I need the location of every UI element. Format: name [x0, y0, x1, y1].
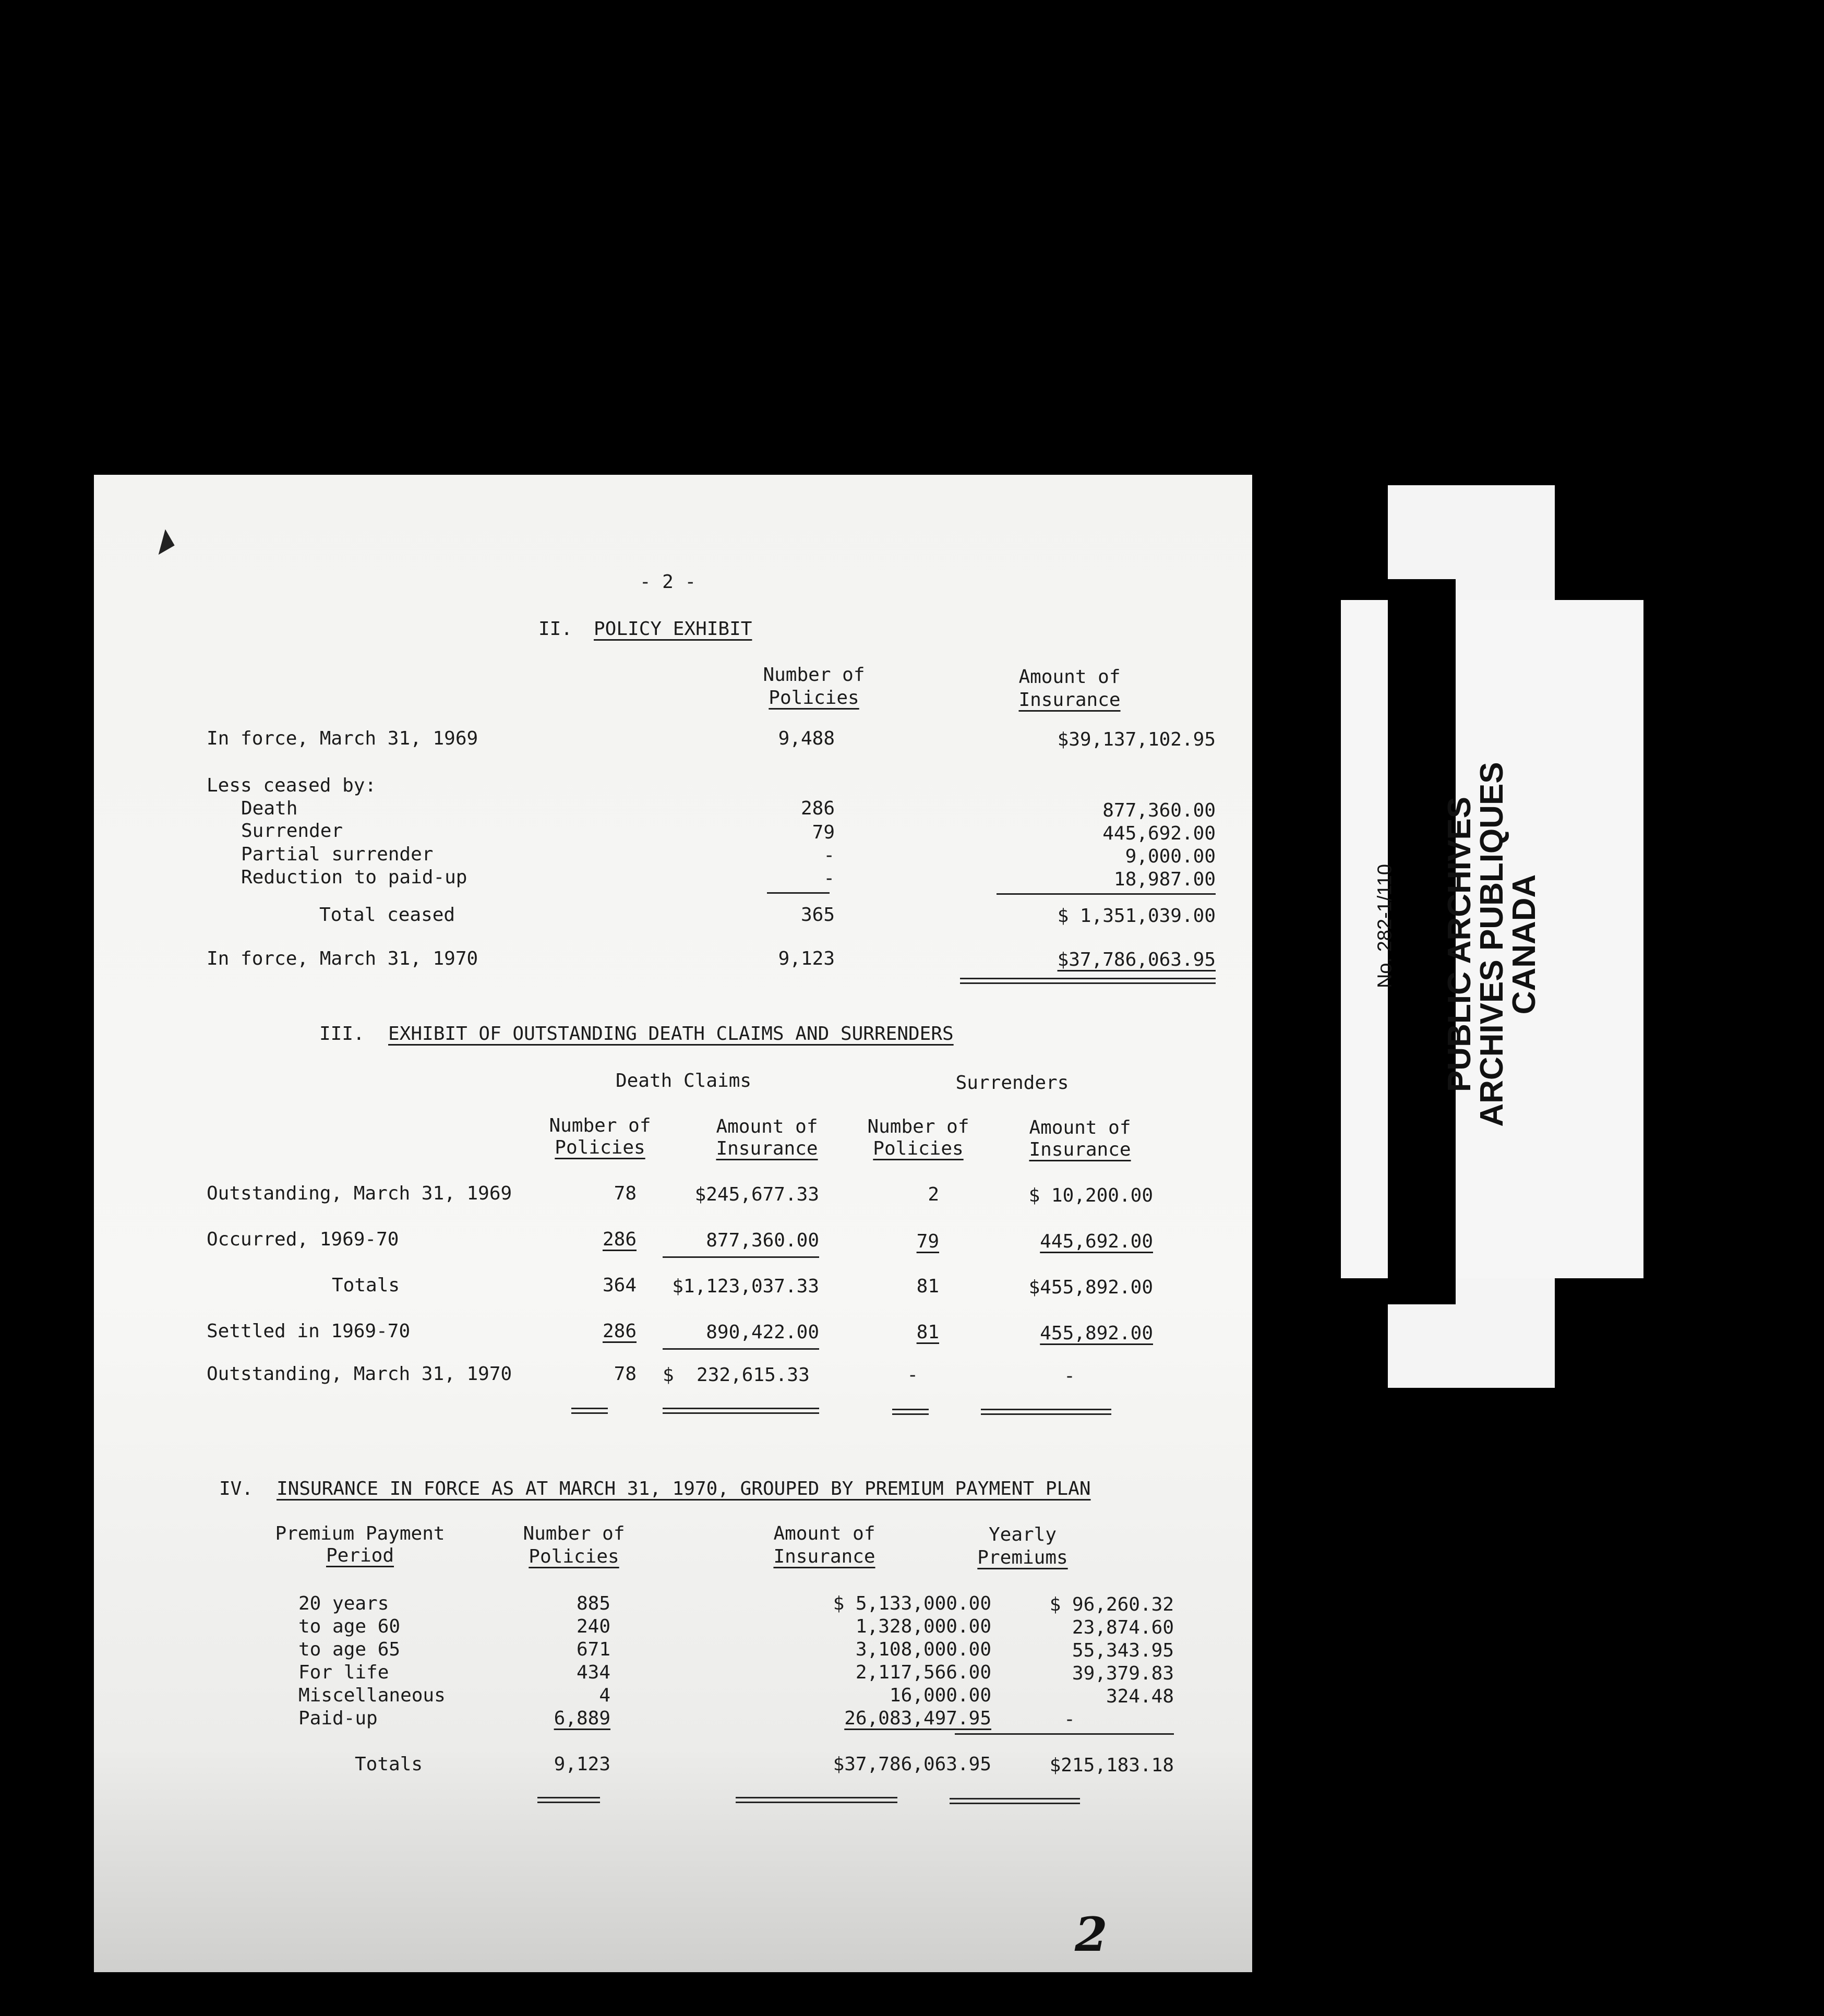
s2-inforce-1969-label: In force, March 31, 1969 — [207, 728, 478, 749]
s2-row-label: Partial surrender — [241, 844, 434, 865]
s4-col-policies-1: Number of — [523, 1523, 625, 1544]
s4-col-premiums-2: Premiums — [977, 1547, 1068, 1568]
s2-col-amount-1: Amount of — [1018, 666, 1121, 688]
s3-row-label: Totals — [332, 1275, 400, 1296]
s3-surr-policies-2: Policies — [873, 1138, 964, 1159]
ink-mark: ◢ — [143, 519, 178, 561]
archive-stamp — [1444, 762, 1541, 1126]
s4-col-period-2: Period — [326, 1545, 394, 1566]
s2-row-amount: 877,360.00 — [1102, 800, 1216, 821]
s2-final-double-rule — [960, 978, 1216, 984]
s3-surr-amount: 445,692.00 — [1040, 1231, 1153, 1252]
s3-double-rule — [981, 1409, 1111, 1415]
s3-surr-amount: $ 10,200.00 — [1028, 1185, 1153, 1206]
s3-surr-policies-1: Number of — [867, 1116, 969, 1137]
s2-inforce-1970-number: 9,123 — [778, 948, 835, 969]
s4-period: to age 65 — [298, 1639, 401, 1660]
s3-group-surrenders: Surrenders — [955, 1072, 1069, 1094]
s2-number-subtotal-rule — [767, 892, 830, 894]
s4-double-rule — [537, 1797, 600, 1803]
s4-number: 240 — [576, 1616, 610, 1637]
s3-surr-amount-1: Amount of — [1029, 1117, 1131, 1138]
section2-roman: II. — [538, 618, 573, 640]
s4-period: 20 years — [298, 1593, 389, 1614]
s2-col-amount-2: Insurance — [1018, 689, 1121, 711]
s4-period: Miscellaneous — [298, 1685, 446, 1706]
s4-number: 671 — [576, 1639, 610, 1660]
s2-row-label: Surrender — [241, 820, 343, 842]
s2-row-number: 286 — [800, 798, 835, 819]
s4-col-policies-2: Policies — [529, 1546, 619, 1567]
s3-double-rule — [663, 1408, 819, 1414]
section3-roman: III. — [319, 1023, 365, 1045]
s3-death-amount: $245,677.33 — [694, 1184, 819, 1205]
archive-reference-number: No. 282-1/110 — [1374, 863, 1396, 989]
section4-roman: IV. — [219, 1478, 254, 1499]
section3-title: EXHIBIT OF OUTSTANDING DEATH CLAIMS AND SURRENDERS — [388, 1023, 954, 1045]
s4-totals-amount: $37,786,063.95 — [833, 1754, 991, 1775]
s4-amount: 26,083,497.95 — [844, 1708, 991, 1729]
s4-amount: 1,328,000.00 — [855, 1616, 991, 1637]
s3-surr-number: 79 — [916, 1231, 939, 1252]
s3-death-policies-1: Number of — [549, 1115, 651, 1136]
s4-totals-label: Totals — [355, 1754, 423, 1775]
s2-inforce-1970-label: In force, March 31, 1970 — [207, 948, 478, 969]
s4-period: to age 60 — [298, 1616, 401, 1637]
s3-death-amount-2: Insurance — [716, 1138, 818, 1159]
s4-period: Paid-up — [298, 1708, 378, 1729]
s3-surr-amount-2: Insurance — [1029, 1139, 1131, 1160]
s3-death-number: 78 — [614, 1183, 637, 1204]
stamp-line-1: PUBLIC ARCHIVES — [1442, 796, 1478, 1093]
s3-double-rule — [892, 1409, 929, 1415]
s3-group-death: Death Claims — [615, 1070, 752, 1091]
s3-death-number: 364 — [602, 1275, 637, 1296]
s4-premium: - — [1064, 1709, 1075, 1730]
document-page — [94, 475, 1252, 1972]
s3-death-amount: 890,422.00 — [706, 1322, 819, 1343]
s3-surr-number: 81 — [916, 1276, 939, 1297]
s4-double-rule — [736, 1797, 897, 1803]
s4-premium-rule — [955, 1733, 1174, 1735]
s3-surr-number: - — [907, 1364, 918, 1386]
s3-death-amount: $ 232,615.33 — [663, 1364, 810, 1386]
s3-row-label: Settled in 1969-70 — [207, 1321, 411, 1342]
s2-row-amount: 9,000.00 — [1125, 846, 1216, 867]
page-number: - 2 - — [639, 571, 697, 593]
s4-amount: 2,117,566.00 — [855, 1662, 991, 1683]
s2-total-ceased-amount: $ 1,351,039.00 — [1057, 905, 1216, 927]
s2-amount-subtotal-rule — [997, 893, 1216, 895]
s4-number: 6,889 — [554, 1708, 610, 1729]
stamp-line-2: ARCHIVES PUBLIQUES — [1474, 762, 1510, 1127]
s3-death-number: 78 — [614, 1363, 637, 1385]
s4-premium: 324.48 — [1106, 1686, 1174, 1707]
s2-row-number: - — [823, 868, 835, 889]
s2-inforce-1969-amount: $39,137,102.95 — [1057, 729, 1216, 750]
s4-period: For life — [298, 1662, 389, 1683]
s2-row-amount: 445,692.00 — [1102, 823, 1216, 844]
s3-row-label: Outstanding, March 31, 1969 — [207, 1183, 512, 1204]
section2-title: POLICY EXHIBIT — [594, 618, 752, 640]
s3-death-amount-1: Amount of — [716, 1116, 818, 1137]
stamp-line-3: CANADA — [1506, 874, 1542, 1015]
s3-death-number: 286 — [602, 1321, 637, 1342]
s3-surr-amount: 455,892.00 — [1040, 1323, 1153, 1344]
s2-row-label: Reduction to paid-up — [241, 867, 467, 888]
s3-double-rule — [571, 1408, 608, 1414]
s4-amount: $ 5,133,000.00 — [833, 1593, 991, 1614]
s2-col-policies-2: Policies — [769, 687, 859, 709]
s2-less-label: Less ceased by: — [207, 775, 377, 796]
s4-amount: 16,000.00 — [889, 1685, 991, 1706]
s2-total-ceased-label: Total ceased — [319, 904, 455, 926]
s3-death-amount: 877,360.00 — [706, 1230, 819, 1251]
s4-premium: 55,343.95 — [1072, 1640, 1174, 1661]
s3-death-amount: $1,123,037.33 — [672, 1276, 819, 1297]
s3-surr-amount: $455,892.00 — [1028, 1277, 1153, 1298]
s4-col-premiums-1: Yearly — [988, 1524, 1057, 1545]
s4-number: 434 — [576, 1662, 610, 1683]
s2-inforce-1970-amount: $37,786,063.95 — [1057, 949, 1216, 970]
s4-premium: 39,379.83 — [1072, 1663, 1174, 1684]
s3-death-policies-2: Policies — [555, 1137, 645, 1158]
s4-premium: $ 96,260.32 — [1049, 1594, 1174, 1615]
s4-amount: 3,108,000.00 — [855, 1639, 991, 1660]
s3-death-amount-rule — [663, 1256, 819, 1258]
s4-col-amount-1: Amount of — [773, 1523, 875, 1544]
s4-premium: 23,874.60 — [1072, 1617, 1174, 1638]
s4-double-rule — [950, 1798, 1080, 1804]
s2-row-number: 79 — [812, 822, 835, 843]
s4-totals-premium: $215,183.18 — [1049, 1755, 1174, 1776]
section4-title: INSURANCE IN FORCE AS AT MARCH 31, 1970, GROUPED BY PREMIUM PAYMENT PLAN — [277, 1478, 1091, 1499]
s2-col-policies-1: Number of — [763, 664, 865, 686]
s3-death-number: 286 — [602, 1229, 637, 1250]
s2-inforce-1969-number: 9,488 — [778, 728, 835, 749]
s4-col-period-1: Premium Payment — [275, 1523, 445, 1544]
s2-row-number: - — [823, 845, 835, 866]
s3-surr-number: 2 — [928, 1184, 939, 1205]
s3-death-amount-rule — [663, 1348, 819, 1350]
s3-surr-amount: - — [1064, 1365, 1075, 1387]
s4-col-amount-2: Insurance — [773, 1546, 875, 1567]
s2-total-ceased-number: 365 — [800, 904, 835, 926]
s4-number: 885 — [576, 1593, 610, 1614]
s3-row-label: Occurred, 1969-70 — [207, 1229, 399, 1250]
s3-surr-number: 81 — [916, 1322, 939, 1343]
s2-row-label: Death — [241, 798, 298, 819]
s3-row-label: Outstanding, March 31, 1970 — [207, 1363, 512, 1385]
s4-totals-number: 9,123 — [554, 1754, 610, 1775]
s4-number: 4 — [599, 1685, 610, 1706]
handwritten-page-number: 2 — [1075, 1907, 1108, 1962]
s2-row-amount: 18,987.00 — [1113, 869, 1216, 890]
